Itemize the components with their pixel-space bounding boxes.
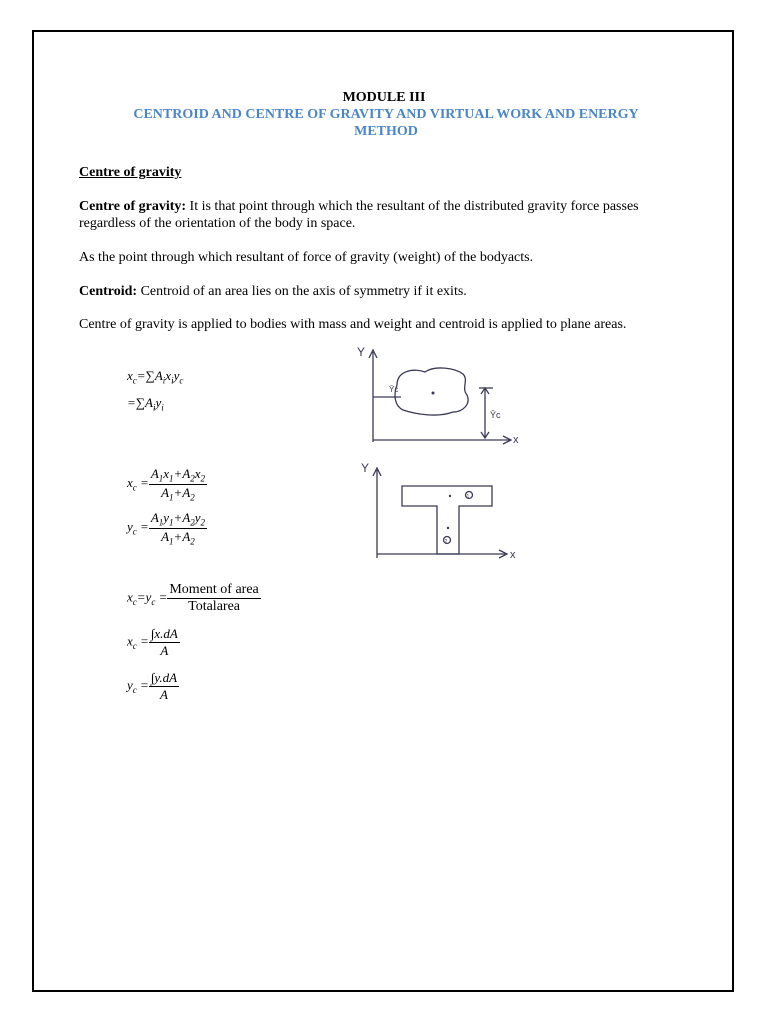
centroid-definition — [79, 283, 679, 300]
centroid-text: Centroid of an area lies on the axis of symmetry if it exits. — [137, 284, 467, 299]
formula-yc-integral: $y_c$ = $\frac{\int y.dA}{A}$ — [127, 670, 178, 702]
cog-definition — [79, 198, 679, 232]
moment-of-area-label: Moment of area — [169, 582, 259, 597]
applied-paragraph: Centre of gravity is applied to bodies with mass and weight and centroid is applied to plane areas. — [79, 317, 627, 332]
total-area-label: Totalarea — [188, 599, 240, 614]
svg-text:Y: Y — [357, 345, 366, 359]
section-heading: Centre of gravity — [79, 165, 182, 180]
svg-text:Y: Y — [361, 461, 370, 475]
sketch-centroid-irregular — [345, 340, 535, 450]
formula-yc-two-areas: $y_c$ = $\frac{A_1y_1+A_2y_2}{A_1+A_2}$ — [127, 510, 206, 547]
formula-xc-two-areas: $x_c$ = $\frac{A_1x_1+A_2x_2}{A_1+A_2}$ — [127, 466, 206, 503]
formula-xc-integral: $x_c$ = $\frac{\int x.dA}{A}$ — [127, 626, 178, 658]
svg-text:x: x — [513, 434, 519, 446]
fig2-label-2: 2 — [444, 539, 448, 545]
formula-xc-sum: $x_c=\sum A_ix_iy_c$ — [127, 368, 184, 386]
cog-text: It is that point through which the resultant of the distributed gravity force passes regardless of the orientation of the body in space. — [79, 199, 639, 231]
fig2-label-1: 1 — [466, 494, 470, 500]
sketch-t-section — [355, 458, 530, 568]
cog-alt-definition: As the point through which resultant of force of gravity (weight) of the bodyacts. — [79, 250, 534, 265]
svg-text:x: x — [510, 549, 516, 561]
svg-text:Ȳc: Ȳc — [389, 385, 399, 394]
centroid-label: Centroid: — [79, 284, 138, 299]
formula-moment-of-area: $x_c=y_c$ = $\frac{\text{Moment of area}}{\text{Totalarea}}$ — [127, 582, 259, 614]
formula-sum-ayi: $=\sum A_iy_i$ — [127, 395, 164, 413]
module-subtitle: CENTROID AND CENTRE OF GRAVITY AND VIRTUAL WORK AND ENERGY METHOD — [133, 107, 639, 139]
fig1-yc-label: Ȳc — [490, 410, 501, 420]
module-title: MODULE III — [342, 90, 426, 105]
cog-label: Centre of gravity: — [79, 199, 187, 214]
